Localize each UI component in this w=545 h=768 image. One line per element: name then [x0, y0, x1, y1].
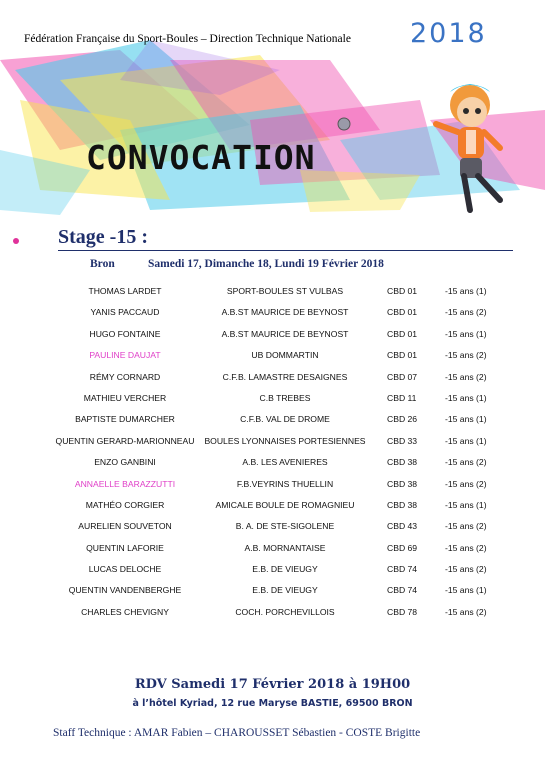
player-cbd: CBD 01	[387, 328, 418, 339]
player-row	[0, 516, 545, 537]
player-cbd: CBD 33	[387, 435, 418, 446]
address-line: à l’hôtel Kyriad, 12 rue Maryse BASTIE, 69500 BRON	[132, 698, 413, 709]
player-cbd: CBD 01	[387, 286, 418, 296]
player-cbd: CBD 69	[387, 542, 418, 553]
player-club: E.B. DE VIEUGY	[252, 585, 318, 596]
player-category: -15 ans (2)	[445, 542, 487, 553]
player-club: A.B. MORNANTAISE	[244, 542, 326, 553]
player-name: CHARLES CHEVIGNY	[81, 606, 169, 617]
player-category: -15 ans (2)	[445, 478, 487, 489]
player-row	[0, 602, 545, 623]
player-club: A.B.ST MAURICE DE BEYNOST	[221, 307, 349, 318]
player-row	[0, 388, 545, 409]
player-cbd: CBD 01	[387, 307, 418, 318]
player-category: -15 ans (1)	[445, 328, 487, 339]
player-name: QUENTIN VANDENBERGHE	[68, 585, 182, 596]
player-cbd: CBD 74	[387, 564, 418, 575]
player-name: MATHÉO CORGIER	[85, 499, 165, 510]
player-club: SPORT-BOULES ST VULBAS	[226, 286, 344, 296]
rdv-line: RDV Samedi 17 Février 2018 à 19H00	[134, 677, 411, 692]
player-category: -15 ans (2)	[445, 457, 487, 468]
player-cbd: CBD 01	[387, 350, 418, 361]
player-row	[0, 281, 545, 302]
staff-line: Staff Technique : AMAR Fabien – CHAROUSSET Sébastien - COSTE Brigitte	[53, 727, 421, 739]
stage-heading: Stage -15 :	[58, 226, 148, 248]
player-category: -15 ans (1)	[445, 414, 487, 425]
player-name: QUENTIN GERARD-MARIONNEAU	[55, 435, 195, 446]
player-club: AMICALE BOULE DE ROMAGNIEU	[215, 499, 355, 510]
player-row	[0, 452, 545, 473]
player-cbd: CBD 38	[387, 457, 418, 468]
player-club: BOULES LYONNAISES PORTESIENNES	[204, 435, 366, 446]
bullet-icon	[13, 238, 19, 244]
player-list	[0, 281, 545, 623]
player-row	[0, 538, 545, 559]
player-category: -15 ans (2)	[445, 350, 487, 361]
player-name: THOMAS LARDET	[88, 286, 162, 296]
player-club: UB DOMMARTIN	[251, 350, 319, 361]
divider	[58, 250, 513, 251]
player-row	[0, 367, 545, 388]
player-row	[0, 324, 545, 345]
player-club: C.B TREBES	[259, 392, 311, 403]
player-name: BAPTISTE DUMARCHER	[75, 414, 175, 425]
player-row	[0, 495, 545, 516]
player-cbd: CBD 11	[387, 392, 417, 403]
player-name: LUCAS DELOCHE	[88, 564, 162, 575]
player-row	[0, 302, 545, 323]
player-name: RÉMY CORNARD	[89, 371, 161, 382]
stage-dates: Samedi 17, Dimanche 18, Lundi 19 Février 2018	[148, 258, 384, 270]
player-club: A.B.ST MAURICE DE BEYNOST	[221, 328, 349, 339]
player-club: C.F.B. LAMASTRE DESAIGNES	[222, 371, 348, 382]
player-club: C.F.B. VAL DE DROME	[240, 414, 330, 425]
player-row	[0, 431, 545, 452]
player-category: -15 ans (1)	[445, 392, 487, 403]
player-category: -15 ans (2)	[445, 307, 487, 318]
player-category: -15 ans (2)	[445, 606, 487, 617]
organization-name: Fédération Française du Sport-Boules – Direction Technique Nationale	[24, 33, 351, 45]
player-name: HUGO FONTAINE	[89, 328, 161, 339]
player-category: -15 ans (1)	[445, 499, 487, 510]
player-name: QUENTIN LAFORIE	[86, 542, 164, 553]
player-club: COCH. PORCHEVILLOIS	[235, 606, 335, 617]
player-club: B. A. DE STE-SIGOLENE	[235, 521, 335, 532]
player-name: YANIS PACCAUD	[90, 307, 160, 318]
player-cbd: CBD 26	[387, 414, 418, 425]
player-row	[0, 559, 545, 580]
player-category: -15 ans (1)	[445, 286, 487, 296]
player-cbd: CBD 07	[387, 371, 418, 382]
player-name: MATHIEU VERCHER	[83, 392, 167, 403]
player-category: -15 ans (2)	[445, 564, 487, 575]
player-cbd: CBD 38	[387, 499, 418, 510]
player-name: AURELIEN SOUVETON	[78, 521, 172, 532]
page-title: CONVOCATION	[86, 138, 316, 177]
player-category: -15 ans (2)	[445, 521, 487, 532]
player-category: -15 ans (1)	[445, 585, 487, 596]
player-cbd: CBD 74	[387, 585, 418, 596]
player-name: PAULINE DAUJAT	[89, 350, 161, 361]
player-club: A.B. LES AVENIERES	[242, 457, 328, 468]
player-category: -15 ans (1)	[445, 435, 487, 446]
player-row	[0, 345, 545, 366]
player-club: E.B. DE VIEUGY	[252, 564, 318, 575]
player-cbd: CBD 38	[387, 478, 418, 489]
player-row	[0, 409, 545, 430]
player-name: ANNAELLE BARAZZUTTI	[74, 478, 176, 489]
year-label: 2018	[410, 18, 487, 49]
player-row	[0, 474, 545, 495]
player-name: ENZO GANBINI	[94, 457, 156, 468]
player-category: -15 ans (2)	[445, 371, 487, 382]
player-club: F.B.VEYRINS THUELLIN	[236, 478, 334, 489]
player-row	[0, 580, 545, 601]
stage-location: Bron	[90, 258, 115, 270]
player-cbd: CBD 43	[387, 521, 418, 532]
player-cbd: CBD 78	[387, 606, 418, 617]
